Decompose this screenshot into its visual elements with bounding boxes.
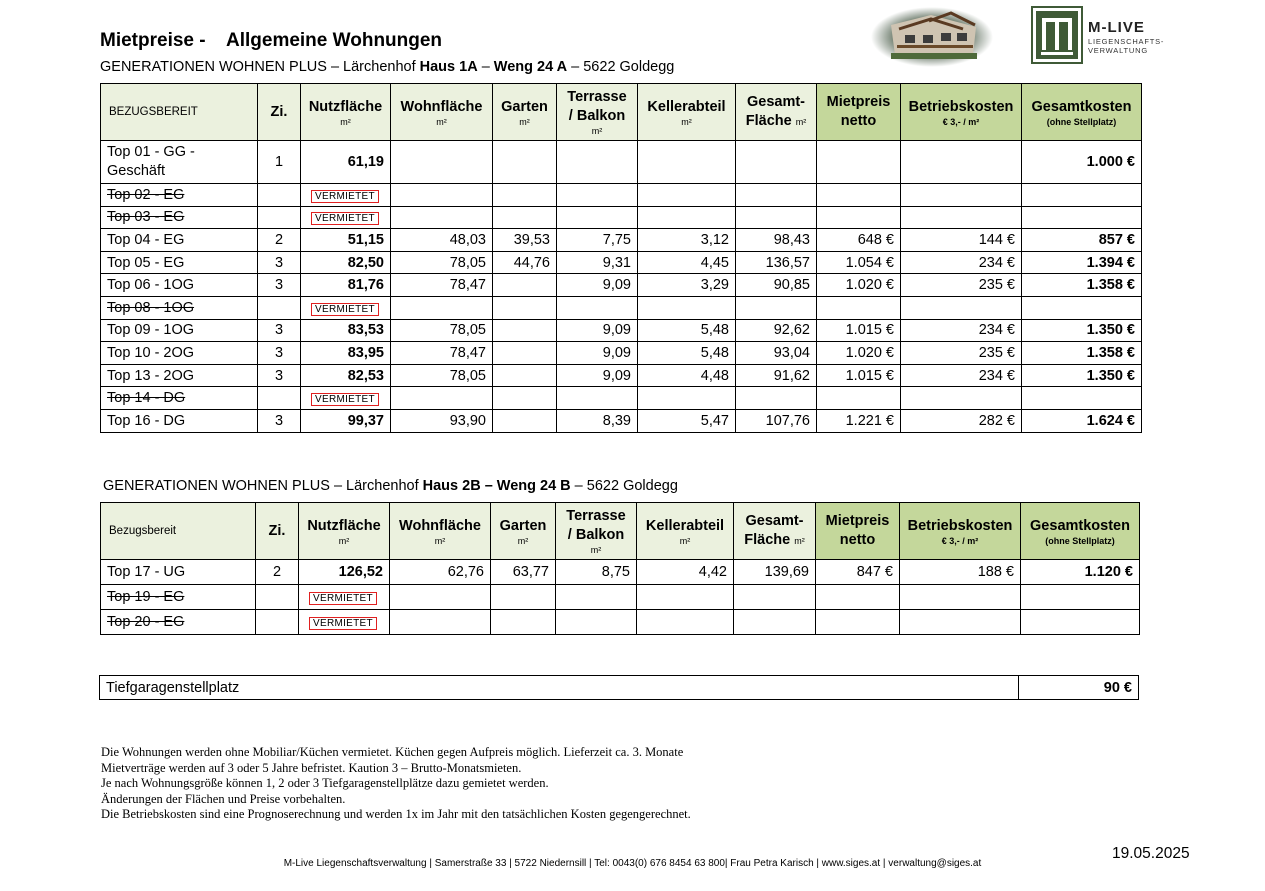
empty-cell — [817, 184, 901, 207]
empty-cell — [638, 296, 736, 319]
empty-cell — [1022, 296, 1142, 319]
cell-nutzflaeche — [301, 184, 391, 207]
footer-contact: M-Live Liegenschaftsverwaltung | Samerstraße 33 | 5722 Niedernsill | Tel: 0043(0) 676 8454 63 800| Frau Petra Karisch | www.siges.at | verwaltung@siges.at — [283, 858, 982, 869]
unit-name: Top 16 - DG — [101, 409, 258, 432]
cell-nutz: 51,15 — [301, 229, 391, 252]
col-zimmer: Zi. — [256, 503, 299, 560]
cell-zi: 2 — [258, 229, 301, 252]
table-row — [101, 141, 1142, 184]
cell-nutz: 82,50 — [301, 251, 391, 274]
table-row — [101, 387, 1142, 410]
cell-gesamt: 98,43 — [736, 229, 817, 252]
unit-name: Top 04 - EG — [101, 229, 258, 252]
table-header-row — [101, 84, 1142, 141]
cell-zi: 1 — [258, 141, 301, 184]
building-photo — [871, 7, 993, 67]
svg-text:VERWALTUNG: VERWALTUNG — [1088, 46, 1148, 55]
vermietet-badge: VERMIETET — [311, 303, 379, 316]
table-row — [101, 229, 1142, 252]
cell-nutzflaeche — [299, 585, 390, 610]
cell-keller: 5,48 — [638, 319, 736, 342]
empty-cell — [493, 184, 557, 207]
cell-miet: 1.020 € — [817, 274, 901, 297]
empty-cell — [638, 184, 736, 207]
cell-miet: 1.020 € — [817, 342, 901, 365]
cell-nutzflaeche — [299, 610, 390, 635]
cell-nutz: 83,95 — [301, 342, 391, 365]
cell-kosten: 1.350 € — [1022, 364, 1142, 387]
unit-name: Top 13 - 2OG — [101, 364, 258, 387]
empty-cell — [491, 610, 556, 635]
cell-wohn: 78,47 — [391, 342, 493, 365]
cell-wohn: 78,05 — [391, 319, 493, 342]
cell-keller: 3,12 — [638, 229, 736, 252]
cell-betrieb: 144 € — [901, 229, 1022, 252]
cell-nutz: 61,19 — [301, 141, 391, 184]
table-row — [101, 274, 1142, 297]
cell-gesamt: 107,76 — [736, 409, 817, 432]
cell-zimmer — [256, 585, 299, 610]
cell-garten — [493, 409, 557, 432]
parking-price: 90 € — [1019, 676, 1139, 700]
empty-cell — [736, 184, 817, 207]
cell-wohn: 78,05 — [391, 364, 493, 387]
cell-kosten: 1.120 € — [1021, 560, 1140, 585]
cell-nutz: 99,37 — [301, 409, 391, 432]
cell-zi: 3 — [258, 274, 301, 297]
empty-cell — [736, 387, 817, 410]
cell-terrasse — [557, 141, 638, 184]
cell-gesamt — [736, 141, 817, 184]
cell-betrieb: 188 € — [900, 560, 1021, 585]
unit-name: Top 09 - 1OG — [101, 319, 258, 342]
empty-cell — [391, 206, 493, 229]
house-b-table — [100, 502, 1140, 635]
empty-cell — [638, 206, 736, 229]
empty-cell — [901, 184, 1022, 207]
vermietet-badge: VERMIETET — [311, 212, 379, 225]
unit-name: Top 20 - EG — [101, 610, 256, 635]
cell-kosten: 1.358 € — [1022, 342, 1142, 365]
col-gesamtflaeche: Gesamt- Fläche m² — [736, 84, 817, 141]
empty-cell — [390, 610, 491, 635]
empty-cell — [736, 206, 817, 229]
col-gesamtflaeche: Gesamt- Fläche m² — [734, 503, 816, 560]
svg-text:M-LIVE: M-LIVE — [1088, 19, 1145, 36]
cell-nutzflaeche — [301, 206, 391, 229]
empty-cell — [1022, 184, 1142, 207]
cell-miet — [817, 141, 901, 184]
col-wohnflaeche: Wohnfläche m² — [391, 84, 493, 141]
empty-cell — [557, 296, 638, 319]
col-gesamtkosten: Gesamtkosten (ohne Stellplatz) — [1021, 503, 1140, 560]
cell-miet: 1.054 € — [817, 251, 901, 274]
empty-cell — [556, 585, 637, 610]
unit-name: Top 06 - 1OG — [101, 274, 258, 297]
empty-cell — [391, 387, 493, 410]
cell-zimmer — [258, 296, 301, 319]
empty-cell — [901, 296, 1022, 319]
empty-cell — [1021, 610, 1140, 635]
empty-cell — [900, 610, 1021, 635]
vermietet-badge: VERMIETET — [309, 617, 377, 630]
cell-gesamt: 92,62 — [736, 319, 817, 342]
cell-zimmer — [256, 610, 299, 635]
empty-cell — [493, 387, 557, 410]
empty-cell — [390, 585, 491, 610]
cell-garten: 63,77 — [491, 560, 556, 585]
cell-zi: 3 — [258, 251, 301, 274]
cell-garten — [493, 274, 557, 297]
cell-nutz: 83,53 — [301, 319, 391, 342]
cell-terrasse: 9,09 — [557, 364, 638, 387]
table-row — [101, 319, 1142, 342]
cell-miet: 1.221 € — [817, 409, 901, 432]
cell-wohn: 62,76 — [390, 560, 491, 585]
table-row — [101, 409, 1142, 432]
unit-name: Top 02 - EG — [101, 184, 258, 207]
col-bezugsbereit: BEZUGSBEREIT — [101, 84, 258, 141]
empty-cell — [736, 296, 817, 319]
col-zimmer: Zi. — [258, 84, 301, 141]
col-terrasse: Terrasse / Balkon m² — [557, 84, 638, 141]
col-bezugsbereit: Bezugsbereit — [101, 503, 256, 560]
empty-cell — [816, 610, 900, 635]
cell-nutzflaeche — [301, 387, 391, 410]
empty-cell — [817, 296, 901, 319]
house-a-subtitle: GENERATIONEN WOHNEN PLUS – Lärchenhof Haus 1A – Weng 24 A – 5622 Goldegg — [100, 59, 675, 75]
cell-terrasse: 8,75 — [556, 560, 637, 585]
empty-cell — [493, 296, 557, 319]
cell-wohn: 78,47 — [391, 274, 493, 297]
table-header-row — [101, 503, 1140, 560]
cell-garten — [493, 141, 557, 184]
empty-cell — [557, 184, 638, 207]
table-row — [101, 206, 1142, 229]
unit-name: Top 10 - 2OG — [101, 342, 258, 365]
cell-kosten: 1.358 € — [1022, 274, 1142, 297]
cell-nutzflaeche — [301, 296, 391, 319]
cell-gesamt: 93,04 — [736, 342, 817, 365]
col-mietpreis: Mietpreis netto — [816, 503, 900, 560]
vermietet-badge: VERMIETET — [311, 190, 379, 203]
cell-zimmer — [258, 206, 301, 229]
cell-garten — [493, 319, 557, 342]
cell-betrieb: 234 € — [901, 319, 1022, 342]
empty-cell — [1022, 206, 1142, 229]
svg-text:LIEGENSCHAFTS-: LIEGENSCHAFTS- — [1088, 37, 1165, 46]
table-row — [101, 342, 1142, 365]
cell-keller: 4,48 — [638, 364, 736, 387]
cell-zi: 3 — [258, 342, 301, 365]
col-gesamtkosten: Gesamtkosten (ohne Stellplatz) — [1022, 84, 1142, 141]
unit-name: Top 05 - EG — [101, 251, 258, 274]
house-b-subtitle: GENERATIONEN WOHNEN PLUS – Lärchenhof Haus 2B – Weng 24 B – 5622 Goldegg — [103, 478, 678, 494]
cell-keller: 3,29 — [638, 274, 736, 297]
cell-betrieb: 234 € — [901, 251, 1022, 274]
empty-cell — [637, 610, 734, 635]
table-row — [101, 296, 1142, 319]
empty-cell — [900, 585, 1021, 610]
empty-cell — [493, 206, 557, 229]
house-a-table — [100, 83, 1142, 433]
cell-nutz: 81,76 — [301, 274, 391, 297]
cell-terrasse: 9,09 — [557, 274, 638, 297]
empty-cell — [491, 585, 556, 610]
note-line: Mietverträge werden auf 3 oder 5 Jahre befristet. Kaution 3 – Brutto-Monatsmieten. — [101, 760, 522, 775]
col-wohnflaeche: Wohnfläche m² — [390, 503, 491, 560]
cell-miet: 648 € — [817, 229, 901, 252]
table-row — [101, 585, 1140, 610]
empty-cell — [557, 206, 638, 229]
cell-terrasse: 8,39 — [557, 409, 638, 432]
cell-garten — [493, 364, 557, 387]
cell-miet: 1.015 € — [817, 364, 901, 387]
document-date: 19.05.2025 — [1112, 845, 1190, 862]
empty-cell — [391, 184, 493, 207]
cell-betrieb: 235 € — [901, 274, 1022, 297]
empty-cell — [556, 610, 637, 635]
cell-gesamt: 139,69 — [734, 560, 816, 585]
col-terrasse: Terrasse / Balkon m² — [556, 503, 637, 560]
cell-terrasse: 9,09 — [557, 342, 638, 365]
cell-gesamt: 91,62 — [736, 364, 817, 387]
table-row — [101, 610, 1140, 635]
empty-cell — [391, 296, 493, 319]
cell-kosten: 1.350 € — [1022, 319, 1142, 342]
cell-zimmer — [258, 387, 301, 410]
cell-betrieb: 235 € — [901, 342, 1022, 365]
note-line: Je nach Wohnungsgröße können 1, 2 oder 3 Tiefgaragenstellplätze dazu gemietet werden. — [101, 776, 549, 790]
unit-name: Top 17 - UG — [101, 560, 256, 585]
cell-miet: 1.015 € — [817, 319, 901, 342]
cell-wohn: 93,90 — [391, 409, 493, 432]
cell-zi: 3 — [258, 364, 301, 387]
empty-cell — [637, 585, 734, 610]
cell-nutz: 82,53 — [301, 364, 391, 387]
col-kellerabteil: Kellerabteil m² — [637, 503, 734, 560]
m-live-logo — [1031, 6, 1171, 64]
empty-cell — [817, 206, 901, 229]
empty-cell — [816, 585, 900, 610]
note-line: Änderungen der Flächen und Preise vorbehalten. — [101, 791, 346, 806]
table-row — [101, 251, 1142, 274]
col-betriebskosten: Betriebskosten € 3,- / m² — [900, 503, 1021, 560]
empty-cell — [638, 387, 736, 410]
empty-cell — [734, 610, 816, 635]
cell-zi: 2 — [256, 560, 299, 585]
cell-kosten: 857 € — [1022, 229, 1142, 252]
cell-keller: 5,48 — [638, 342, 736, 365]
parking-row — [100, 676, 1139, 700]
col-kellerabteil: Kellerabteil m² — [638, 84, 736, 141]
cell-wohn: 48,03 — [391, 229, 493, 252]
cell-keller: 5,47 — [638, 409, 736, 432]
table-row — [101, 184, 1142, 207]
empty-cell — [734, 585, 816, 610]
unit-name: Top 19 - EG — [101, 585, 256, 610]
table-row — [101, 560, 1140, 585]
parking-label: Tiefgaragenstellplatz — [100, 676, 1019, 700]
cell-zi: 3 — [258, 409, 301, 432]
cell-kosten: 1.394 € — [1022, 251, 1142, 274]
col-garten: Garten m² — [491, 503, 556, 560]
unit-name: Top 01 - GG - Geschäft — [101, 141, 258, 184]
cell-gesamt: 136,57 — [736, 251, 817, 274]
empty-cell — [1022, 387, 1142, 410]
empty-cell — [557, 387, 638, 410]
cell-wohn: 78,05 — [391, 251, 493, 274]
col-nutzflaeche: Nutzfläche m² — [299, 503, 390, 560]
cell-gesamt: 90,85 — [736, 274, 817, 297]
vermietet-badge: VERMIETET — [309, 592, 377, 605]
cell-betrieb: 282 € — [901, 409, 1022, 432]
cell-nutz: 126,52 — [299, 560, 390, 585]
vermietet-badge: VERMIETET — [311, 393, 379, 406]
col-nutzflaeche: Nutzfläche m² — [301, 84, 391, 141]
empty-cell — [901, 387, 1022, 410]
empty-cell — [817, 387, 901, 410]
col-garten: Garten m² — [493, 84, 557, 141]
table-row — [101, 364, 1142, 387]
cell-terrasse: 9,31 — [557, 251, 638, 274]
cell-keller: 4,45 — [638, 251, 736, 274]
unit-name: Top 14 - DG — [101, 387, 258, 410]
cell-wohn — [391, 141, 493, 184]
page-title: Mietpreise - Allgemeine Wohnungen — [100, 30, 443, 51]
cell-betrieb: 234 € — [901, 364, 1022, 387]
note-line: Die Betriebskosten sind eine Prognoserechnung und werden 1x im Jahr mit den tatsächlichen Kosten gegengerechnet. — [101, 807, 691, 821]
cell-zimmer — [258, 184, 301, 207]
unit-name: Top 03 - EG — [101, 206, 258, 229]
note-line: Die Wohnungen werden ohne Mobiliar/Küchen vermietet. Küchen gegen Aufpreis möglich. Lieferzeit ca. 3. Monate — [101, 745, 684, 759]
cell-kosten: 1.624 € — [1022, 409, 1142, 432]
cell-zi: 3 — [258, 319, 301, 342]
cell-kosten: 1.000 € — [1022, 141, 1142, 184]
unit-name: Top 08 - 1OG — [101, 296, 258, 319]
cell-miet: 847 € — [816, 560, 900, 585]
cell-garten: 39,53 — [493, 229, 557, 252]
empty-cell — [901, 206, 1022, 229]
cell-garten: 44,76 — [493, 251, 557, 274]
empty-cell — [1021, 585, 1140, 610]
notes — [101, 745, 691, 823]
cell-betrieb — [901, 141, 1022, 184]
cell-keller: 4,42 — [637, 560, 734, 585]
col-betriebskosten: Betriebskosten € 3,- / m² — [901, 84, 1022, 141]
col-mietpreis: Mietpreis netto — [817, 84, 901, 141]
cell-terrasse: 9,09 — [557, 319, 638, 342]
cell-keller — [638, 141, 736, 184]
parking-table — [99, 675, 1139, 700]
cell-garten — [493, 342, 557, 365]
cell-terrasse: 7,75 — [557, 229, 638, 252]
